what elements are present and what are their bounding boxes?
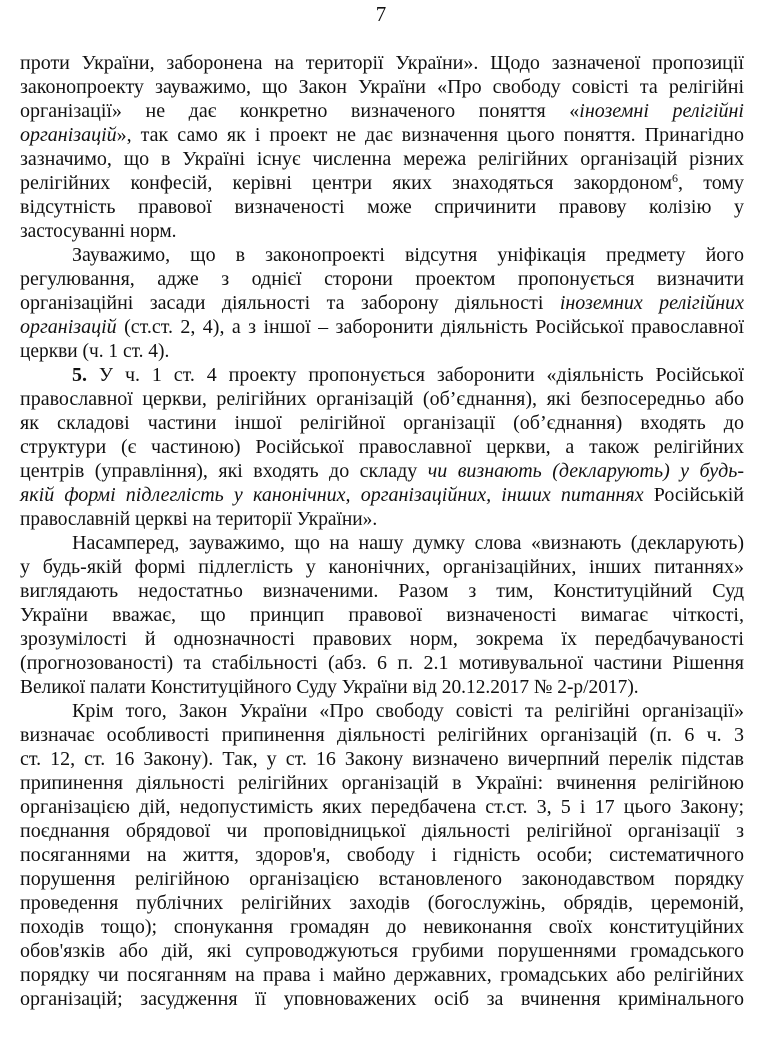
text: організаційні засади діяльності та заборону діяльності — [20, 292, 560, 314]
text-line — [20, 435, 744, 459]
text: центрів (управління), які входять до складу — [20, 460, 428, 482]
text-line — [20, 291, 744, 315]
text: Російській — [643, 484, 744, 506]
text: , тому — [678, 172, 744, 194]
text: відсутність правової визначеності може спричинити правову колізію у — [20, 196, 744, 218]
text-line — [20, 51, 744, 75]
text-line — [20, 675, 744, 699]
text: У ч. 1 ст. 4 проекту пропонується заборонити «діяльність Російської — [87, 364, 744, 386]
text: виглядають недостатньо визначеними. Разом з тим, Конституційний Суд — [20, 580, 744, 602]
text-line — [20, 411, 744, 435]
text: релігійних конфесій, керівні центри яких знаходяться закордоном — [20, 172, 673, 194]
text-line — [20, 555, 744, 579]
text: Насамперед, зауважимо, що на нашу думку слова «визнають (декларують) — [72, 532, 744, 554]
text: законопроекту зауважимо, що Закон України «Про свободу совісті та релігійні — [20, 76, 744, 98]
italic-text: якій формі підлеглість у канонічних, організаційних, інших питаннях — [20, 484, 644, 506]
text: структури (є частиною) Російської православної церкви, а також релігійних — [20, 436, 744, 458]
text: України вважає, що принцип правової визначеності вимагає чіткості, — [20, 604, 744, 626]
text: зрозумілості й однозначності правових норм, зокрема їх передбачуваності — [20, 628, 744, 650]
text: церкви (ч. 1 ст. 4). — [20, 340, 170, 362]
text-line — [20, 75, 744, 99]
paragraph — [20, 363, 744, 531]
text-line — [20, 123, 744, 147]
text-line — [20, 867, 744, 891]
text: порядку чи посяганням на права і майно державних, громадських або релігійних — [20, 964, 744, 986]
text-line — [20, 747, 744, 771]
text-line — [20, 531, 744, 555]
text: ст. 12, ст. 16 Закону). Так, у ст. 16 Закону визначено вичерпний перелік підстав — [20, 748, 744, 770]
text: походів тощо); спонукання громадян до невиконання своїх конституційних — [20, 916, 744, 938]
text: обов'язків або дій, які супроводжуються грубими порушеннями громадського — [20, 940, 744, 962]
text-line — [20, 243, 744, 267]
text-line — [20, 795, 744, 819]
text-line — [20, 627, 744, 651]
text: Зауважимо, що в законопроекті відсутня уніфікація предмету його — [72, 244, 744, 266]
text-line — [20, 147, 744, 171]
text: посяганнями на життя, здоров'я, свободу і гідність особи; систематичного — [20, 844, 744, 866]
italic-text: іноземні релігійні — [579, 100, 744, 122]
text: організацій; засудження її уповноважених осіб за вчинення кримінального — [20, 988, 744, 1010]
italic-text: іноземних релігійних — [559, 292, 744, 314]
paragraph — [20, 51, 744, 243]
text-line — [20, 387, 744, 411]
text-line — [20, 483, 744, 507]
text-line — [20, 843, 744, 867]
text-line — [20, 819, 744, 843]
text-line — [20, 939, 744, 963]
document-body — [20, 51, 744, 1011]
text: православної церкви, релігійних організацій (об’єднання), які безпосередньо або — [20, 388, 744, 410]
text-line — [20, 339, 744, 363]
paragraph — [20, 531, 744, 699]
text-line — [20, 771, 744, 795]
text: поєднання обрядової чи проповідницької діяльності релігійної організації з — [20, 820, 744, 842]
text-line — [20, 603, 744, 627]
text-line — [20, 507, 744, 531]
text-line — [20, 891, 744, 915]
text-line — [20, 987, 744, 1011]
text: застосуванні норм. — [20, 220, 177, 242]
text: », так само як і проект не дає визначення цього поняття. Принагідно — [116, 124, 744, 146]
text-line — [20, 195, 744, 219]
text-line — [20, 219, 744, 243]
text: організацією дій, недопустимість яких передбачена ст.ст. 3, 5 і 17 цього Закону; — [20, 796, 744, 818]
text: православній церкві на території України». — [20, 508, 378, 530]
text: зазначимо, що в Україні існує численна мережа релігійних організацій різних — [20, 148, 744, 170]
text-line — [20, 171, 744, 195]
bold-text: 5. — [72, 364, 87, 386]
text: (ст.ст. 2, 4), а з іншої – заборонити діяльність Російської православної — [116, 316, 744, 338]
text-line — [20, 699, 744, 723]
text: організації» не дає конкретно визначеного поняття « — [20, 100, 580, 122]
text-line — [20, 651, 744, 675]
text: припинення діяльності релігійних організацій в Україні: вчинення релігійною — [20, 772, 744, 794]
italic-text: організацій — [20, 124, 117, 146]
text-line — [20, 723, 744, 747]
text: (прогнозованості) та стабільності (абз. 6 п. 2.1 мотивувальної частини Рішення — [20, 652, 744, 674]
text: у будь-якій формі підлеглість у канонічних, організаційних, інших питаннях» — [20, 556, 744, 578]
text-line — [20, 915, 744, 939]
text: регулювання, адже з однієї сторони проектом пропонується визначити — [20, 268, 744, 290]
text-line — [20, 459, 744, 483]
text-line — [20, 579, 744, 603]
text: проведення публічних релігійних заходів (богослужінь, обрядів, церемоній, — [20, 892, 744, 914]
text: Великої палати Конституційного Суду України від 20.12.2017 № 2-р/2017). — [20, 676, 639, 698]
text-line — [20, 315, 744, 339]
italic-text: чи визнають (декларують) у будь- — [427, 460, 744, 482]
italic-text: організацій — [20, 316, 117, 338]
page-number: 7 — [375, 2, 387, 26]
text: проти України, заборонена на території України». Щодо зазначеної пропозиції — [20, 52, 744, 74]
text: визначає особливості припинення діяльності релігійних організацій (п. 6 ч. 3 — [20, 724, 744, 746]
paragraph — [20, 243, 744, 363]
text-line — [20, 363, 744, 387]
text: Крім того, Закон України «Про свободу совісті та релігійні організації» — [72, 700, 744, 722]
text-line — [20, 267, 744, 291]
text: як складові частини іншої релігійної організації (об’єднання) входять до — [20, 412, 744, 434]
text: порушення релігійною організацією встановленого законодавством порядку — [20, 868, 744, 890]
paragraph — [20, 699, 744, 1011]
text-line — [20, 99, 744, 123]
text-line — [20, 963, 744, 987]
footnote-ref[interactable]: 6 — [672, 171, 679, 185]
